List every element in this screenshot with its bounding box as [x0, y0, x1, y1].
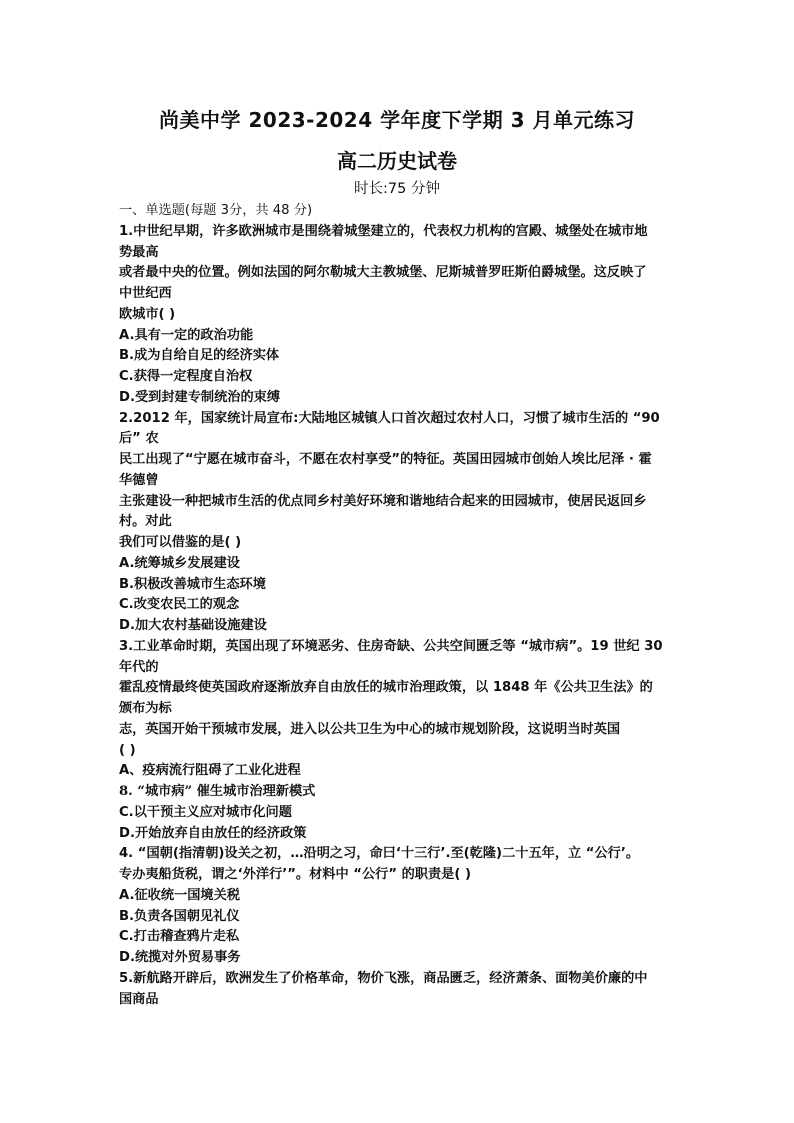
question-1-text: 1.中世纪早期，许多欧洲城市是围绕着城堡建立的，代表权力机构的宫殿、城堡处在城市地 [119, 223, 648, 239]
question-3-option-c: C.以干预主义应对城市化问题 [119, 804, 292, 820]
question-1-text: 欧城市( ) [119, 306, 176, 322]
question-3-option-a: A、疫病流行阻碍了工业化进程 [119, 763, 301, 779]
exam-title: 尚美中学 2023-2024 学年度下学期 3 月单元练习 [159, 108, 635, 132]
exam-duration: 时长:75 分钟 [354, 181, 440, 197]
exam-content [119, 201, 681, 1010]
question-3-text: ( ) [119, 742, 136, 758]
question-1-text: 中世纪西 [119, 286, 172, 301]
question-2-text: 后” 农 [119, 431, 159, 447]
question-5-text: 5.新航路开辟后，欧洲发生了价格革命，物价飞涨，商品匮乏，经济萧条、面物美价廉的中 [119, 970, 648, 986]
question-2-text: 民工出现了“宁愿在城市奋斗，不愿在农村享受”的特征。英国田园城市创始人埃比尼泽 · 霍 [119, 452, 652, 467]
question-4-option-b: B.负责各国朝见礼仪 [119, 908, 240, 924]
question-4-text: 专办夷船货税，谓之‘外洋行’”。材料中 “公行” 的职责是( ) [119, 867, 471, 882]
question-2-text: 村。对此 [119, 514, 172, 530]
question-1-text: 势最高 [119, 244, 159, 260]
exam-subtitle: 高二历史试卷 [337, 149, 457, 173]
question-3-option-b: 8. “城市病” 催生城市治理新模式 [119, 784, 316, 799]
question-3-text: 志，英国开始干预城市发展，进入以公共卫生为中心的城市规划阶段，这说明当时英国 [119, 721, 621, 737]
question-2-option-a: A.统筹城乡发展建设 [119, 555, 240, 571]
question-2-text: 2.2012 年，国家统计局宣布:大陆地区城镇人口首次超过农村人口，习惯了城市生活的 “90 [119, 410, 660, 426]
question-3-text: 年代的 [119, 659, 159, 675]
question-1-text: 或者最中央的位置。例如法国的阿尔勒城大主教城堡、尼斯城普罗旺斯伯爵城堡。这反映了 [119, 265, 647, 281]
question-3-text: 3.工业革命时期，英国出现了环境恶劣、住房奇缺、公共空间匮乏等 “城市病”。19 世纪 30 [119, 638, 663, 654]
question-4-option-a: A.征收统一国境关税 [119, 887, 240, 903]
question-2-option-d: D.加大农村基础设施建设 [119, 618, 267, 633]
question-2-text: 主张建设一种把城市生活的优点同乡村美好环境和谐地结合起来的田园城市，使居民返回乡 [119, 493, 647, 509]
question-1-option-d: D.受到封建专制统治的束缚 [119, 389, 281, 405]
question-1-option-a: A.具有一定的政治功能 [119, 327, 254, 343]
question-3-option-d: D.开始放弃自由放任的经济政策 [119, 825, 307, 841]
question-2-option-c: C.改变农民工的观念 [119, 597, 240, 613]
question-2-text: 华德曾 [119, 472, 159, 488]
question-1-option-c: C.获得一定程度自治权 [119, 369, 253, 384]
question-3-text: 颁布为标 [119, 701, 172, 716]
question-3-text: 霍乱疫情最终使英国政府逐渐放弃自由放任的城市治理政策，以 1848 年《公共卫生法》的 [119, 680, 653, 696]
question-1-option-b: B.成为自给自足的经济实体 [119, 348, 280, 364]
question-4-option-d: D.统揽对外贸易事务 [119, 950, 241, 965]
question-4-option-c: C.打击稽查鸦片走私 [119, 929, 240, 945]
question-4-text: 4. “国朝(指清朝)设关之初，…沿明之习，命曰‘十三行’.至(乾隆)二十五年，立 “公行’。 [119, 846, 640, 862]
question-5-text: 国商品 [119, 991, 159, 1007]
question-2-text: 我们可以借鉴的是( ) [119, 535, 242, 550]
question-2-option-b: B.积极改善城市生态环境 [119, 576, 266, 592]
section-heading: 一、单选题(每题 3分，共 48 分) [119, 203, 313, 218]
